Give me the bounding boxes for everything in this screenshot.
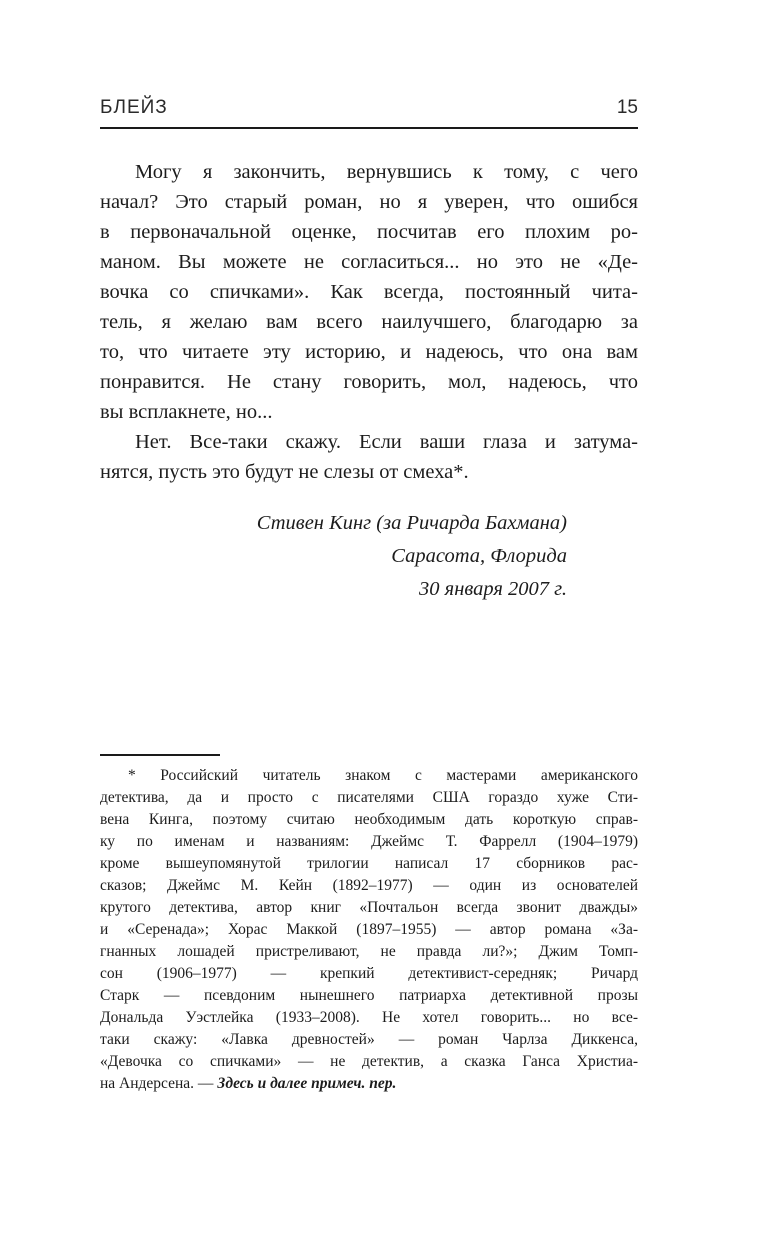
text-line [100, 1073, 638, 1095]
text-line: в первоначальной оценке, посчитав его плохим ро- [100, 221, 638, 243]
running-title: БЛЕЙЗ [100, 97, 168, 118]
body-text [100, 157, 638, 487]
page-header [100, 97, 638, 119]
text-line: вена Кинга, поэтому считаю необходимым дать короткую справ- [100, 811, 638, 828]
text-line: детектива, да и просто с писателями США гораздо хуже Сти- [100, 789, 638, 806]
page-number: 15 [616, 97, 638, 118]
text-line: понравится. Не стану говорить, мол, надеюсь, что [100, 371, 638, 393]
text-line: нятся, пусть это будут не слезы от смеха*. [100, 461, 469, 483]
text-line: 30 января 2007 г. [419, 578, 567, 600]
text-line: Могу я закончить, вернувшись к тому, с чего [135, 161, 638, 183]
header-rule [100, 127, 638, 129]
text-line: гнанных лошадей пристреливают, не правда ли?»; Джим Томп- [100, 943, 638, 960]
text-line: * Российский читатель знаком с мастерами американского [128, 767, 638, 784]
translator-note-emphasis: Здесь и далее примеч. пер. [217, 1075, 397, 1092]
text-line: и «Серенада»; Хорас Маккой (1897–1955) — автор романа «За- [100, 921, 638, 938]
text-line: то, что читаете эту историю, и надеюсь, что она вам [100, 341, 638, 363]
text-line: ку по именам и названиям: Джеймс Т. Фаррелл (1904–1979) [100, 833, 638, 850]
text-line: вы всплакнете, но... [100, 401, 273, 423]
text-line: Дональда Уэстлейка (1933–2008). Не хотел говорить... но все- [100, 1009, 638, 1026]
text-line: тель, я желаю вам всего наилучшего, благодарю за [100, 311, 638, 333]
footnote-text [100, 765, 638, 1095]
text-line: кроме вышеупомянутой трилогии написал 17 сборников рас- [100, 855, 638, 872]
text-line: вочка со спичками». Как всегда, постоянный чита- [100, 281, 638, 303]
text-line: крутого детектива, автор книг «Почтальон всегда звонит дважды» [100, 899, 638, 916]
text-line: Нет. Все-таки скажу. Если ваши глаза и затума- [135, 431, 638, 453]
paragraph [100, 427, 638, 487]
page-content [100, 0, 638, 1095]
text-line: Старк — псевдоним нынешнего патриарха детективной прозы [100, 987, 638, 1004]
text-line: маном. Вы можете не согласиться... но это не «Де- [100, 251, 638, 273]
signature-block [100, 507, 638, 606]
text-line: Стивен Кинг (за Ричарда Бахмана) [256, 512, 567, 534]
text-line: Сарасота, Флорида [391, 545, 567, 567]
text-line: сказов; Джеймс М. Кейн (1892–1977) — один из основателей [100, 877, 638, 894]
text-line: «Девочка со спичками» — не детектив, а сказка Ганса Христиа- [100, 1053, 638, 1070]
text-line: таки скажу: «Лавка древностей» — роман Чарлза Диккенса, [100, 1031, 638, 1048]
paragraph [100, 157, 638, 427]
text-span: на Андерсена. — [100, 1075, 218, 1092]
text-line: сон (1906–1977) — крепкий детективист-середняк; Ричард [100, 965, 638, 982]
footnote-separator-rule [100, 754, 220, 756]
text-line: начал? Это старый роман, но я уверен, что ошибся [100, 191, 638, 213]
